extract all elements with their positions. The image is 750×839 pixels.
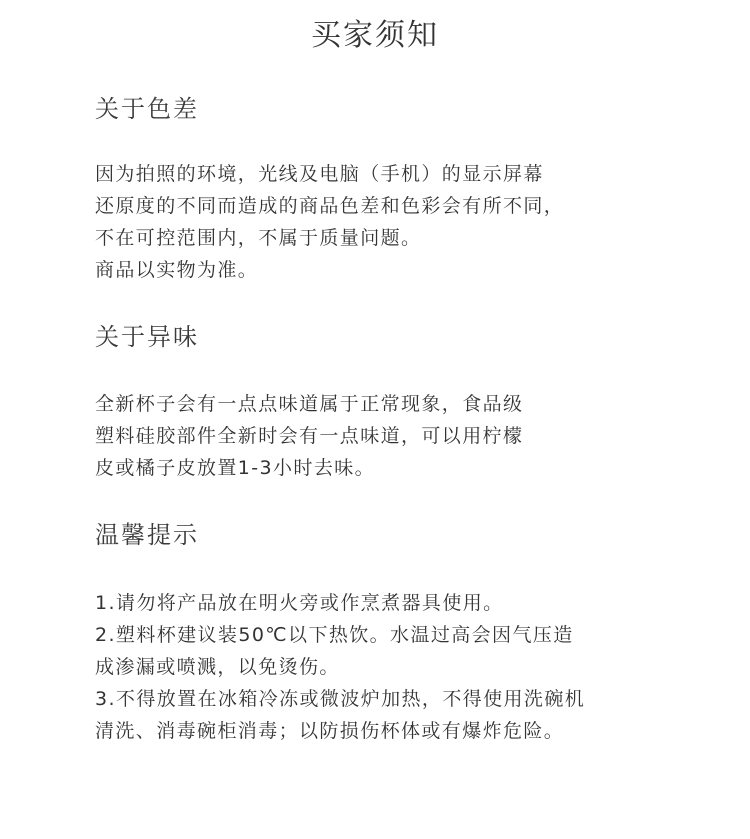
body-line: 成渗漏或喷溅，以免烫伤。	[95, 656, 340, 678]
body-line: 1.请勿将产品放在明火旁或作烹煮器具使用。	[95, 592, 504, 614]
section-body-color-difference	[95, 158, 735, 286]
section-heading-odor: 关于异味	[95, 323, 199, 351]
section-body-tips	[95, 587, 735, 747]
section-heading-tips: 温馨提示	[95, 521, 199, 549]
body-line: 商品以实物为准。	[95, 259, 259, 281]
body-line: 塑料硅胶部件全新时会有一点味道，可以用柠檬	[95, 425, 524, 447]
body-line: 因为拍照的环境，光线及电脑（手机）的显示屏幕	[95, 163, 544, 185]
body-line: 皮或橘子皮放置1-3小时去味。	[95, 457, 376, 479]
body-line: 3.不得放置在冰箱冷冻或微波炉加热，不得使用洗碗机	[95, 688, 586, 710]
section-body-odor	[95, 388, 735, 484]
body-line: 不在可控范围内，不属于质量问题。	[95, 227, 422, 249]
body-line: 清洗、消毒碗柜消毒；以防损伤杯体或有爆炸危险。	[95, 720, 565, 742]
body-line: 全新杯子会有一点点味道属于正常现象，食品级	[95, 393, 524, 415]
body-line: 还原度的不同而造成的商品色差和色彩会有所不同，	[95, 195, 565, 217]
section-heading-color-difference: 关于色差	[95, 95, 199, 123]
body-line: 2.塑料杯建议装50℃以下热饮。水温过高会因气压造	[95, 624, 574, 646]
page-title: 买家须知	[311, 18, 439, 53]
